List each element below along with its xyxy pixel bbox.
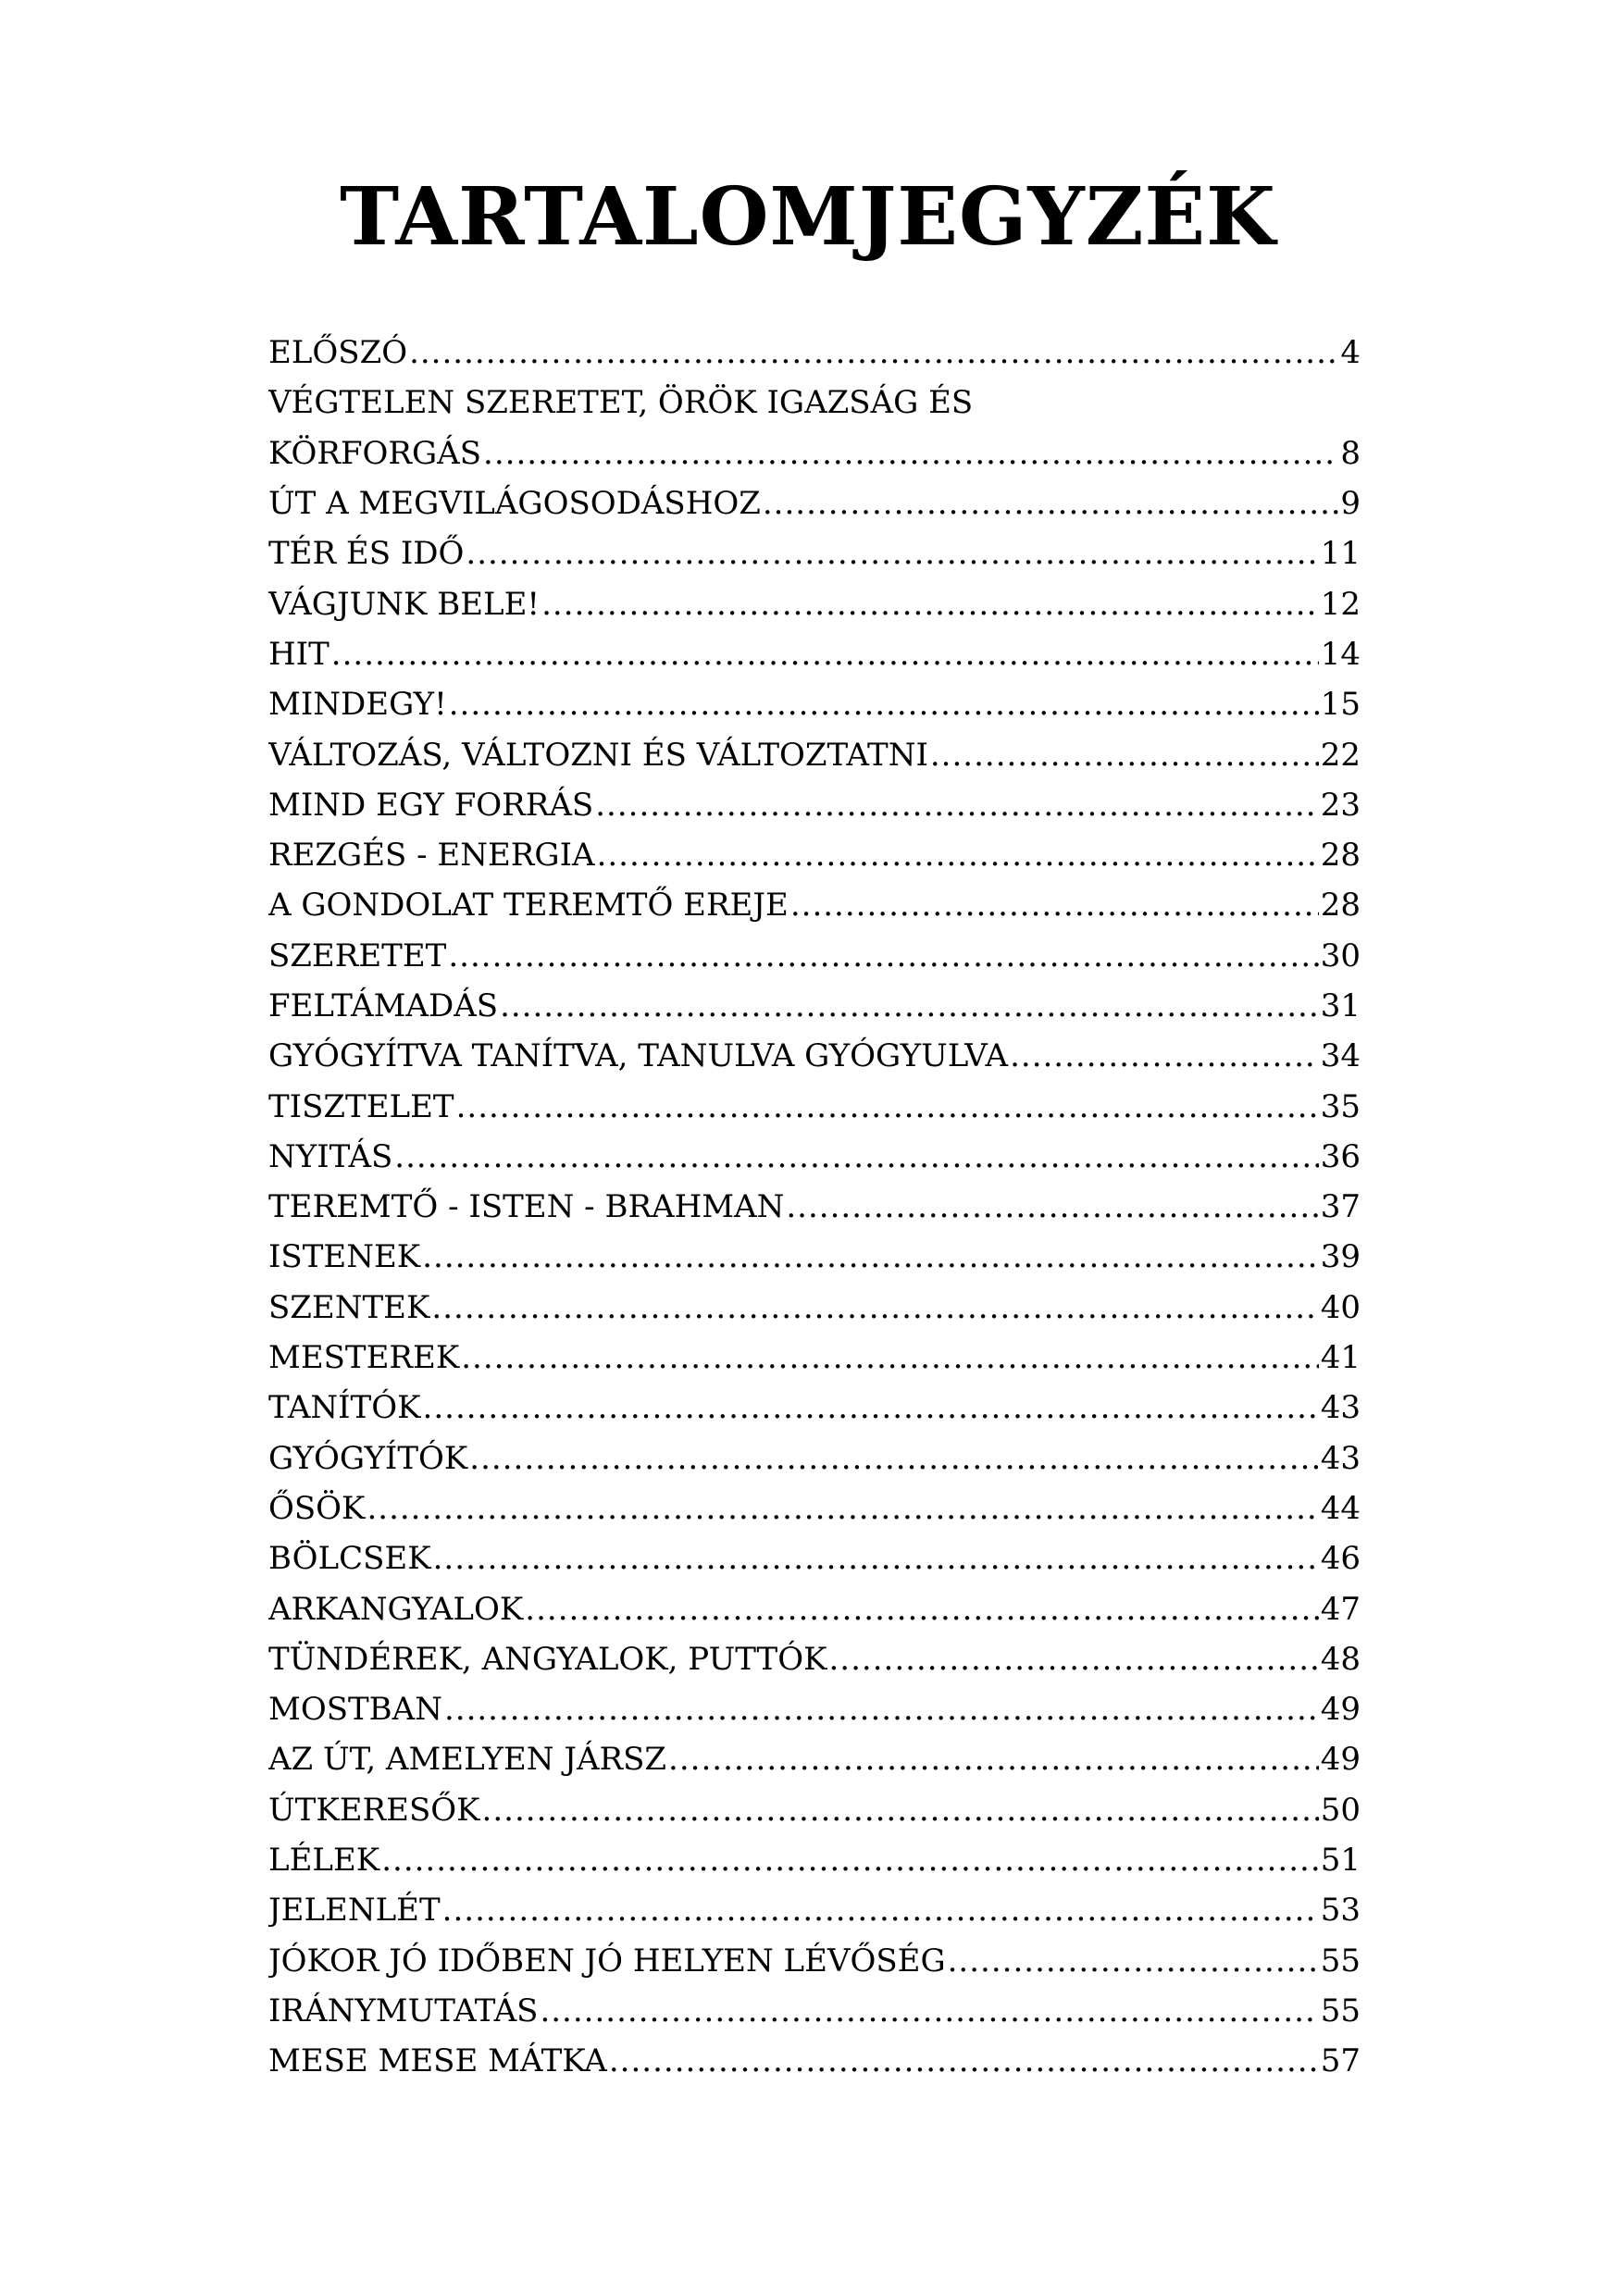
toc-entry[interactable] bbox=[268, 328, 1361, 378]
toc-entry[interactable] bbox=[268, 1333, 1361, 1383]
dot-leader bbox=[525, 1591, 1318, 1628]
toc-entry[interactable] bbox=[268, 1634, 1361, 1684]
dot-leader bbox=[668, 1741, 1319, 1778]
toc-entry[interactable] bbox=[268, 478, 1361, 528]
toc-entry-title: SZERETET bbox=[268, 937, 447, 974]
toc-entry[interactable] bbox=[268, 528, 1361, 578]
toc-entry-title: NYITÁS bbox=[268, 1137, 393, 1175]
dot-leader bbox=[449, 686, 1319, 723]
toc-entry-title: MOSTBAN bbox=[268, 1691, 442, 1729]
toc-entry-title: GYÓGYÍTÓK bbox=[268, 1439, 468, 1477]
toc-entry[interactable] bbox=[268, 1232, 1361, 1282]
dot-leader bbox=[609, 2042, 1319, 2079]
toc-page-number: 39 bbox=[1320, 1238, 1361, 1276]
toc-entry-title: MESTEREK bbox=[268, 1339, 460, 1377]
toc-entry[interactable] bbox=[268, 1986, 1361, 2036]
toc-entry-title: TISZTELET bbox=[268, 1087, 454, 1125]
toc-entry-title: KÖRFORGÁS bbox=[268, 434, 482, 472]
dot-leader bbox=[431, 1289, 1318, 1326]
toc-entry[interactable] bbox=[268, 2036, 1361, 2086]
toc-entry[interactable] bbox=[268, 1936, 1361, 1986]
toc-entry-title: VÁLTOZÁS, VÁLTOZNI ÉS VÁLTOZTATNI bbox=[268, 736, 928, 774]
toc-page-number: 4 bbox=[1340, 334, 1361, 372]
toc-entry-title: MIND EGY FORRÁS bbox=[268, 786, 594, 824]
dot-leader bbox=[469, 1440, 1318, 1477]
dot-leader bbox=[394, 1138, 1318, 1175]
toc-entry-title: JÓKOR JÓ IDŐBEN JÓ HELYEN LÉVŐSÉG bbox=[268, 1942, 946, 1980]
toc-entry[interactable] bbox=[268, 1583, 1361, 1633]
toc-page-number: 43 bbox=[1320, 1389, 1361, 1427]
dot-leader bbox=[456, 1088, 1319, 1125]
toc-entry-title: ÚT A MEGVILÁGOSODÁSHOZ bbox=[268, 485, 761, 523]
toc-page-number: 53 bbox=[1320, 1892, 1361, 1930]
toc-entry-title: JELENLÉT bbox=[268, 1892, 441, 1930]
toc-page-number: 28 bbox=[1320, 837, 1361, 875]
toc-entry[interactable] bbox=[268, 578, 1361, 628]
toc-entry[interactable] bbox=[268, 1684, 1361, 1734]
dot-leader bbox=[433, 1540, 1319, 1577]
dot-leader bbox=[409, 334, 1338, 371]
toc-entry[interactable] bbox=[268, 981, 1361, 1031]
toc-entry[interactable] bbox=[268, 679, 1361, 729]
dot-leader bbox=[461, 1339, 1318, 1376]
toc-page-number: 15 bbox=[1320, 686, 1361, 724]
toc-page-number: 14 bbox=[1320, 635, 1361, 673]
toc-page-number: 12 bbox=[1320, 585, 1361, 623]
dot-leader bbox=[442, 1892, 1319, 1929]
toc-entry[interactable] bbox=[268, 1835, 1361, 1885]
dot-leader bbox=[500, 987, 1319, 1024]
dot-leader bbox=[595, 787, 1319, 824]
toc-entry[interactable] bbox=[268, 1734, 1361, 1784]
toc-entry-title: MINDEGY! bbox=[268, 686, 447, 724]
dot-leader bbox=[423, 1389, 1319, 1426]
toc-entry[interactable] bbox=[268, 1483, 1361, 1533]
toc-entry-title: MESE MESE MÁTKA bbox=[268, 2042, 607, 2080]
toc-page-number: 41 bbox=[1320, 1339, 1361, 1377]
toc-entry-title: VÁGJUNK BELE! bbox=[268, 585, 541, 623]
toc-page-number: 22 bbox=[1320, 736, 1361, 774]
toc-entry-title: GYÓGYÍTVA TANÍTVA, TANULVA GYÓGYULVA bbox=[268, 1037, 1009, 1075]
dot-leader bbox=[763, 485, 1338, 522]
toc-entry[interactable] bbox=[268, 1533, 1361, 1583]
toc-page-number: 30 bbox=[1320, 937, 1361, 974]
toc-entry-title: ELŐSZÓ bbox=[268, 334, 408, 372]
page-title: TARTALOMJEGYZÉK bbox=[340, 170, 1276, 264]
toc-entry[interactable] bbox=[268, 1031, 1361, 1081]
toc-page-number: 35 bbox=[1320, 1087, 1361, 1125]
toc-entry-title: TEREMTŐ - ISTEN - BRAHMAN bbox=[268, 1188, 785, 1226]
toc-entry[interactable] bbox=[268, 1132, 1361, 1182]
toc-page-number: 51 bbox=[1320, 1842, 1361, 1880]
dot-leader bbox=[948, 1942, 1319, 1980]
toc-entry-title: TANÍTÓK bbox=[268, 1389, 421, 1427]
toc-entry[interactable] bbox=[268, 428, 1361, 478]
dot-leader bbox=[331, 636, 1319, 673]
toc-page-number: 31 bbox=[1320, 987, 1361, 1024]
toc-entry-title: ÚTKERESŐK bbox=[268, 1791, 480, 1829]
toc-entry-title: SZENTEK bbox=[268, 1288, 430, 1326]
toc-entry-title: HIT bbox=[268, 635, 329, 673]
dot-leader bbox=[1010, 1037, 1319, 1074]
toc-page-number: 34 bbox=[1320, 1037, 1361, 1075]
toc-page-number: 49 bbox=[1320, 1691, 1361, 1729]
toc-entry-title: AZ ÚT, AMELYEN JÁRSZ bbox=[268, 1741, 667, 1779]
toc-page-number: 9 bbox=[1340, 485, 1361, 523]
toc-entry-title: FELTÁMADÁS bbox=[268, 987, 499, 1024]
toc-entry[interactable] bbox=[268, 1383, 1361, 1433]
dot-leader bbox=[828, 1641, 1318, 1678]
toc-page-number: 23 bbox=[1320, 786, 1361, 824]
toc-page-number: 8 bbox=[1340, 434, 1361, 472]
toc-entry[interactable] bbox=[268, 1182, 1361, 1232]
toc-entry-title: TÉR ÉS IDŐ bbox=[268, 535, 465, 573]
toc-page-number: 46 bbox=[1320, 1540, 1361, 1578]
toc-entry-title: TÜNDÉREK, ANGYALOK, PUTTÓK bbox=[268, 1640, 827, 1678]
toc-entry-title: IRÁNYMUTATÁS bbox=[268, 1992, 539, 2029]
toc-entry[interactable] bbox=[268, 1885, 1361, 1935]
toc-entry-title: VÉGTELEN SZERETET, ÖRÖK IGAZSÁG ÉS bbox=[268, 384, 974, 422]
toc-entry[interactable] bbox=[268, 780, 1361, 830]
toc-page-number: 50 bbox=[1320, 1791, 1361, 1829]
dot-leader bbox=[790, 887, 1319, 924]
table-of-contents bbox=[268, 328, 1361, 2086]
toc-entry[interactable] bbox=[268, 1785, 1361, 1835]
toc-page-number: 37 bbox=[1320, 1188, 1361, 1226]
toc-entry[interactable] bbox=[268, 830, 1361, 880]
toc-page-number: 48 bbox=[1320, 1640, 1361, 1678]
toc-entry[interactable] bbox=[268, 629, 1361, 679]
dot-leader bbox=[444, 1691, 1319, 1728]
toc-entry[interactable] bbox=[268, 378, 1361, 428]
toc-entry[interactable] bbox=[268, 1283, 1361, 1333]
toc-entry-title: ISTENEK bbox=[268, 1238, 421, 1276]
dot-leader bbox=[786, 1188, 1318, 1225]
dot-leader bbox=[466, 535, 1318, 572]
toc-page-number: 40 bbox=[1320, 1288, 1361, 1326]
toc-page-number: 11 bbox=[1320, 535, 1361, 573]
toc-page-number: 55 bbox=[1320, 1992, 1361, 2029]
toc-entry[interactable] bbox=[268, 729, 1361, 779]
toc-page-number: 47 bbox=[1320, 1590, 1361, 1628]
toc-entry[interactable] bbox=[268, 880, 1361, 930]
toc-page-number: 55 bbox=[1320, 1942, 1361, 1980]
toc-entry-title: REZGÉS - ENERGIA bbox=[268, 837, 595, 875]
toc-entry[interactable] bbox=[268, 931, 1361, 981]
dot-leader bbox=[540, 1992, 1318, 2029]
dot-leader bbox=[367, 1490, 1318, 1527]
toc-entry-title: ARKANGYALOK bbox=[268, 1590, 524, 1628]
toc-page-number: 49 bbox=[1320, 1741, 1361, 1779]
dot-leader bbox=[422, 1238, 1319, 1275]
toc-page-number: 44 bbox=[1320, 1489, 1361, 1527]
toc-page-number: 28 bbox=[1320, 887, 1361, 925]
toc-page-number: 57 bbox=[1320, 2042, 1361, 2080]
dot-leader bbox=[381, 1842, 1319, 1879]
toc-entry-title: A GONDOLAT TEREMTŐ EREJE bbox=[268, 887, 789, 925]
dot-leader bbox=[483, 435, 1338, 472]
dot-leader bbox=[930, 737, 1319, 774]
toc-entry[interactable] bbox=[268, 1433, 1361, 1483]
dot-leader bbox=[482, 1792, 1319, 1829]
toc-entry-title: BÖLCSEK bbox=[268, 1540, 431, 1578]
toc-entry[interactable] bbox=[268, 1081, 1361, 1131]
toc-entry-title: ŐSÖK bbox=[268, 1489, 366, 1527]
toc-page-number: 43 bbox=[1320, 1439, 1361, 1477]
toc-entry-title: LÉLEK bbox=[268, 1842, 380, 1880]
toc-page-number: 36 bbox=[1320, 1137, 1361, 1175]
dot-leader bbox=[448, 937, 1318, 974]
dot-leader bbox=[597, 837, 1319, 874]
dot-leader bbox=[541, 586, 1319, 623]
